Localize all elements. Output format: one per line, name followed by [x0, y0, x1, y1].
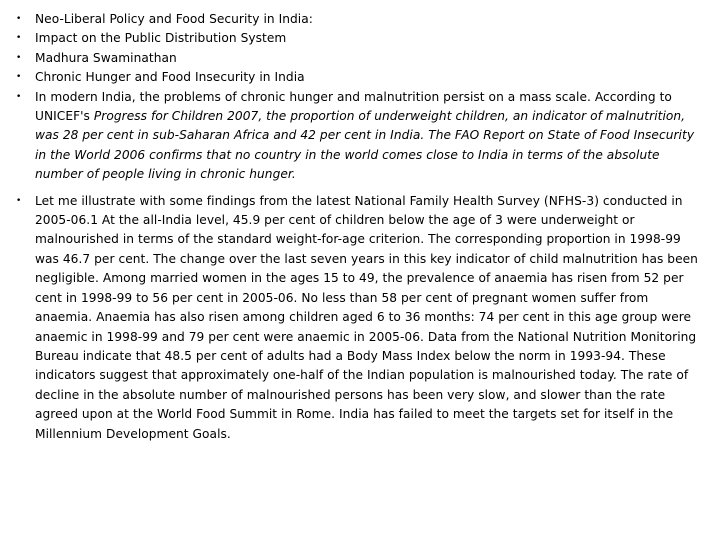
- bullet-item-paragraph-2: [12, 192, 706, 444]
- bullet-item-title-line2: [12, 29, 706, 48]
- paragraph-2: Let me illustrate with some findings from the latest National Family Health Survey (NFHS-3) conducted in 2005-06.1 At the all-India level, 45.9 per cent of children below the age of 3 were underweight or malnourished in terms of the standard weight-for-age criterion. The corresponding proportion in 1998-99 was 46.7 per cent. The change over the last seven years in this key indicator of child malnutrition has been negligible. Among married women in the ages 15 to 49, the prevalence of anaemia has risen from 52 per cent in 1998-99 to 56 per cent in 2005-06. No less than 58 per cent of pregnant women suffer from anaemia. Anaemia has also risen among children aged 6 to 36 months: 74 per cent in this age group were anaemic in 1998-99 and 79 per cent were anaemic in 2005-06. Data from the National Nutrition Monitoring Bureau indicate that 48.5 per cent of adults had a Body Mass Index below the norm in 1993-94. These indicators suggest that approximately one-half of the Indian population is malnourished today. The rate of decline in the absolute number of malnourished persons has been very slow, and slower than the rate agreed upon at the World Food Summit in Rome. India has failed to meet the targets set for itself in the Millennium Development Goals.: [35, 193, 698, 441]
- bullet-icon: •: [16, 195, 22, 206]
- paragraph-1-italic-title: Progress for Children 2007: [93, 109, 259, 124]
- paragraph-1: [35, 90, 694, 182]
- bullet-icon: •: [16, 14, 22, 24]
- bullet-icon: •: [16, 91, 22, 102]
- title-line1: Neo-Liberal Policy and Food Security in India:: [35, 12, 313, 26]
- bullet-item-title-line1: [12, 10, 706, 29]
- bullet-icon: •: [16, 52, 22, 63]
- author-name: Madhura Swaminathan: [35, 50, 177, 65]
- bullet-item-paragraph-1: [12, 88, 706, 185]
- bullet-list: [12, 10, 706, 444]
- bullet-item-section-heading: [12, 68, 706, 87]
- paragraph-1-part2: , the proportion of underweight children, an indicator of malnutrition, was 28 per cent in sub-Saharan Africa and 42 per cent in India. The FAO Report on State of Food Insecurity in the World 2006 confirms that no country in the world comes close to India in terms of the absolute number of people living in chronic hunger.: [35, 109, 695, 182]
- bullet-icon: •: [16, 33, 22, 44]
- bullet-item-author: [12, 49, 706, 68]
- bullet-icon: •: [16, 72, 22, 83]
- paragraph-1-part1: In modern India, the problems of chronic hunger and malnutrition persist on a mass scale. According to UNICEF's: [35, 89, 672, 124]
- section-heading: Chronic Hunger and Food Insecurity in India: [35, 70, 305, 85]
- title-line2: Impact on the Public Distribution System: [35, 31, 287, 46]
